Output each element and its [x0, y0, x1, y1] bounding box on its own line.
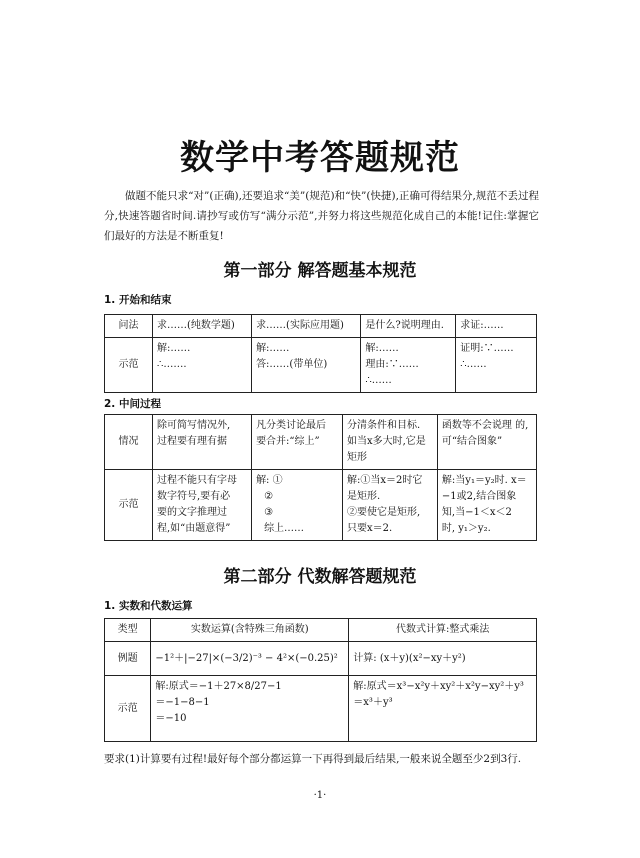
intro-paragraph: 做题不能只求“对”(正确),还要追求“美”(规范)和“快”(快捷),正确可得结果分,规范不丢过程分,快速答题省时间.请抄写或仿写“满分示范”,并努力将这些规范化成自己的本能!记住:掌握它们最好的方法是不断重复!	[104, 190, 539, 242]
table-row	[105, 338, 537, 393]
table-cell: 示范	[105, 470, 153, 541]
table-cell: 函数等不会说理 的, 可“结合图象”	[437, 415, 536, 470]
part-two-heading: 第二部分 代数解答题规范	[223, 567, 417, 587]
section-start-end-heading: 1. 开始和结束	[104, 294, 172, 306]
table-cell: 求……(纯数学题)	[153, 315, 252, 338]
table-cell: 解:当y₁＝y₂时. x＝ −1或2,结合图象 知,当−1＜x＜2 时, y₁＞y₂.	[437, 470, 536, 541]
table-cell: 解:①当x＝2时它 是矩形. ②要使它是矩形, 只要x＝2.	[342, 470, 437, 541]
section-arithmetic-heading: 1. 实数和代数运算	[104, 600, 193, 612]
table-cell: 求……(实际应用题)	[252, 315, 361, 338]
requirement-text: 要求(1)计算要有过程!最好每个部分都运算一下再得到最后结果,一般来说全题至少2到3行.	[104, 753, 522, 765]
table-cell: 例题	[105, 642, 151, 676]
table-cell: 过程不能只有字母 数字符号,要有必 要的文字推理过 程,如“由题意得”	[153, 470, 252, 541]
start-end-table	[104, 314, 537, 393]
table-cell: 类型	[105, 619, 151, 642]
table-cell: 示范	[105, 676, 151, 742]
table-cell: 除可简写情况外, 过程要有理有据	[153, 415, 252, 470]
table-row	[105, 676, 537, 742]
page-number: ·1·	[313, 790, 327, 801]
section-process-heading: 2. 中间过程	[104, 398, 161, 410]
table-cell: 解:…… 理由:∵…… ∴……	[361, 338, 456, 393]
table-row	[105, 619, 537, 642]
table-cell: 凡分类讨论最后 要合并:“综上”	[252, 415, 343, 470]
arithmetic-table	[104, 618, 537, 742]
table-cell: 是什么?说明理由.	[361, 315, 456, 338]
table-row	[105, 415, 537, 470]
table-cell: 解: ① ② ③ 综上……	[252, 470, 343, 541]
table-cell: −1²＋|−27|×(−3/2)⁻³ − 4²×(−0.25)²	[151, 642, 349, 676]
table-cell: 求证:……	[456, 315, 537, 338]
table-cell: 实数运算(含特殊三角函数)	[151, 619, 349, 642]
table-row	[105, 470, 537, 541]
table-cell: 解:…… ∴…….	[153, 338, 252, 393]
table-cell: 问法	[105, 315, 153, 338]
page-title: 数学中考答题规范	[180, 138, 460, 178]
table-cell: 证明:∵…… ∴……	[456, 338, 537, 393]
table-row	[105, 642, 537, 676]
part-one-heading: 第一部分 解答题基本规范	[223, 261, 417, 281]
table-cell: 代数式计算:整式乘法	[349, 619, 537, 642]
table-cell: 计算: (x＋y)(x²−xy＋y²)	[349, 642, 537, 676]
table-cell: 分清条件和目标. 如当x多大时,它是 矩形	[342, 415, 437, 470]
table-cell: 解:…… 答:……(带单位)	[252, 338, 361, 393]
table-row	[105, 315, 537, 338]
table-cell: 解:原式＝x³−x²y＋xy²＋x²y−xy²＋y³ ＝x³＋y³	[349, 676, 537, 742]
process-table	[104, 414, 537, 541]
table-cell: 解:原式＝−1＋27×8/27−1 ＝−1−8−1 ＝−10	[151, 676, 349, 742]
table-cell: 示范	[105, 338, 153, 393]
table-cell: 情况	[105, 415, 153, 470]
